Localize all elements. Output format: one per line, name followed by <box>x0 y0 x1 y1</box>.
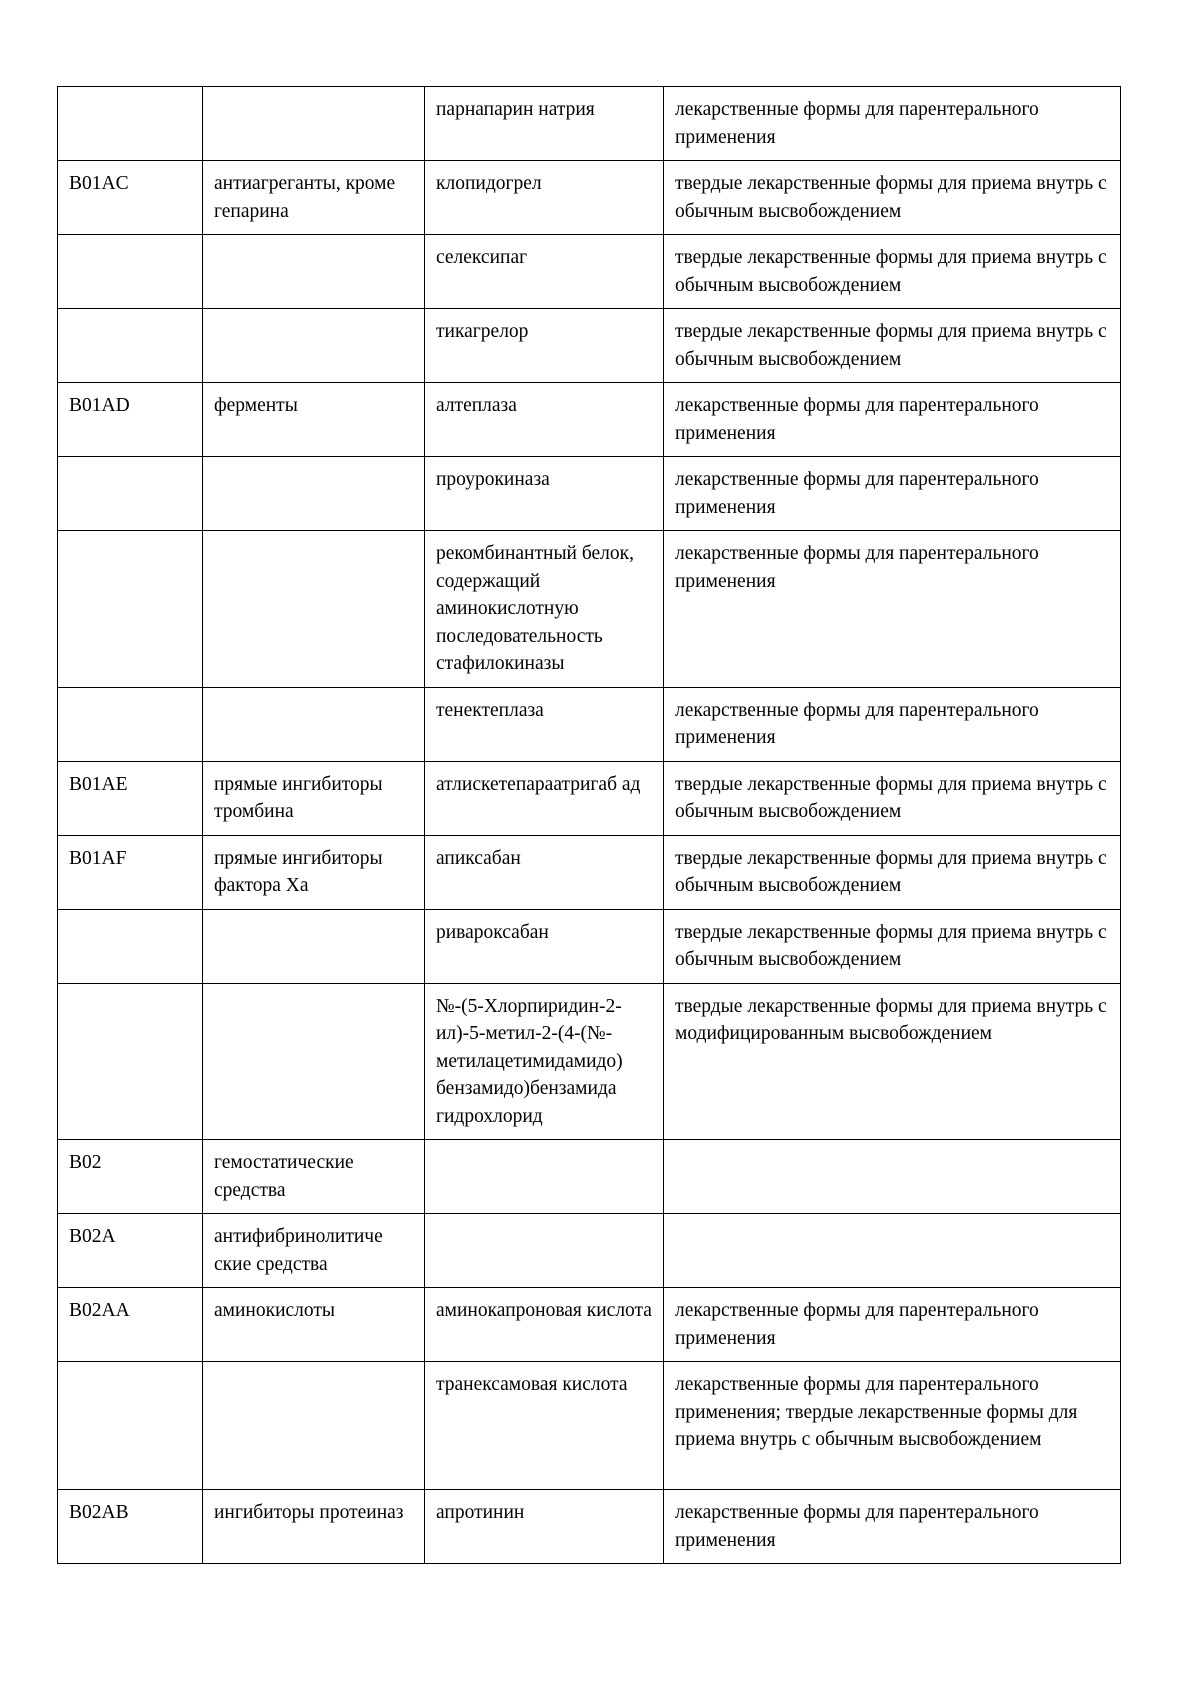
drug-group-cell: аминокислоты <box>203 1288 425 1362</box>
table-row <box>58 835 1121 909</box>
dosage-form-cell: лекарственные формы для парентерального применения <box>664 531 1121 688</box>
dosage-form-cell: твердые лекарственные формы для приема внутрь с обычным высвобождением <box>664 309 1121 383</box>
drug-group-cell <box>203 909 425 983</box>
table-row <box>58 383 1121 457</box>
atc-code-cell <box>58 687 203 761</box>
table-row <box>58 687 1121 761</box>
atc-code-cell <box>58 87 203 161</box>
drug-group-cell: прямые ингибиторы фактора Xa <box>203 835 425 909</box>
atc-code-cell: B01AF <box>58 835 203 909</box>
atc-code-cell: B01AD <box>58 383 203 457</box>
dosage-form-cell: твердые лекарственные формы для приема внутрь с обычным высвобождением <box>664 909 1121 983</box>
atc-code-cell: B02AA <box>58 1288 203 1362</box>
atc-code-cell <box>58 309 203 383</box>
atc-code-cell: B01AC <box>58 161 203 235</box>
drug-group-cell <box>203 235 425 309</box>
dosage-form-cell: твердые лекарственные формы для приема внутрь с обычным высвобождением <box>664 235 1121 309</box>
table-row <box>58 1288 1121 1362</box>
drug-name-cell: атлискетепараатригаб ад <box>425 761 664 835</box>
drug-group-cell: гемостатические средства <box>203 1140 425 1214</box>
drug-name-cell: тенектеплаза <box>425 687 664 761</box>
drug-name-cell: тикагрелор <box>425 309 664 383</box>
dosage-form-cell <box>664 1140 1121 1214</box>
drug-name-cell: алтеплаза <box>425 383 664 457</box>
drug-name-cell <box>425 1214 664 1288</box>
atc-code-cell <box>58 1362 203 1490</box>
table-row <box>58 161 1121 235</box>
dosage-form-cell: лекарственные формы для парентерального применения <box>664 687 1121 761</box>
drug-group-cell <box>203 1362 425 1490</box>
table-row <box>58 1214 1121 1288</box>
drug-name-cell: парнапарин натрия <box>425 87 664 161</box>
dosage-form-cell: лекарственные формы для парентерального применения <box>664 457 1121 531</box>
drug-group-cell <box>203 983 425 1140</box>
drug-group-cell: антифибринолитиче ские средства <box>203 1214 425 1288</box>
drug-name-cell: апиксабан <box>425 835 664 909</box>
drug-group-cell <box>203 457 425 531</box>
dosage-form-cell: твердые лекарственные формы для приема внутрь с обычным высвобождением <box>664 761 1121 835</box>
dosage-form-cell: лекарственные формы для парентерального применения <box>664 87 1121 161</box>
atc-code-cell <box>58 457 203 531</box>
table-row <box>58 87 1121 161</box>
table-row <box>58 235 1121 309</box>
dosage-form-cell <box>664 1214 1121 1288</box>
drug-name-cell: селексипаг <box>425 235 664 309</box>
drug-name-cell: транексамовая кислота <box>425 1362 664 1490</box>
drug-group-cell <box>203 531 425 688</box>
drug-group-cell <box>203 87 425 161</box>
drug-group-cell <box>203 309 425 383</box>
drug-group-cell: антиагреганты, кроме гепарина <box>203 161 425 235</box>
drug-group-cell: ингибиторы протеиназ <box>203 1490 425 1564</box>
document-page <box>57 86 1120 1564</box>
drug-name-cell: рекомбинантный белок, содержащий аминокислотную последовательность стафилокиназы <box>425 531 664 688</box>
dosage-form-cell: твердые лекарственные формы для приема внутрь с обычным высвобождением <box>664 161 1121 235</box>
atc-code-cell <box>58 235 203 309</box>
dosage-form-cell: лекарственные формы для парентерального применения <box>664 1288 1121 1362</box>
drug-classification-table <box>57 86 1121 1564</box>
dosage-form-cell: твердые лекарственные формы для приема внутрь с обычным высвобождением <box>664 835 1121 909</box>
drug-name-cell: ривароксабан <box>425 909 664 983</box>
atc-code-cell: B02 <box>58 1140 203 1214</box>
drug-group-cell: ферменты <box>203 383 425 457</box>
table-row <box>58 983 1121 1140</box>
drug-group-cell <box>203 687 425 761</box>
dosage-form-cell: лекарственные формы для парентерального применения; твердые лекарственные формы для приема внутрь с обычным высвобождением <box>664 1362 1121 1490</box>
drug-name-cell: апротинин <box>425 1490 664 1564</box>
atc-code-cell <box>58 531 203 688</box>
table-row <box>58 309 1121 383</box>
atc-code-cell <box>58 983 203 1140</box>
atc-code-cell: B02A <box>58 1214 203 1288</box>
table-row <box>58 457 1121 531</box>
dosage-form-cell: твердые лекарственные формы для приема внутрь с модифицированным высвобождением <box>664 983 1121 1140</box>
drug-name-cell: аминокапроновая кислота <box>425 1288 664 1362</box>
dosage-form-cell: лекарственные формы для парентерального применения <box>664 383 1121 457</box>
drug-name-cell <box>425 1140 664 1214</box>
table-row <box>58 1140 1121 1214</box>
dosage-form-cell: лекарственные формы для парентерального применения <box>664 1490 1121 1564</box>
drug-name-cell: №-(5-Хлорпиридин-2-ил)-5-метил-2-(4-(№-метилацетимидамидо) бензамидо)бензамида гидрохлорид <box>425 983 664 1140</box>
drug-name-cell: проурокиназа <box>425 457 664 531</box>
table-row <box>58 761 1121 835</box>
drug-group-cell: прямые ингибиторы тромбина <box>203 761 425 835</box>
atc-code-cell <box>58 909 203 983</box>
table-row <box>58 1362 1121 1490</box>
drug-name-cell: клопидогрел <box>425 161 664 235</box>
table-row <box>58 909 1121 983</box>
atc-code-cell: B01AE <box>58 761 203 835</box>
table-row <box>58 531 1121 688</box>
table-row <box>58 1490 1121 1564</box>
atc-code-cell: B02AB <box>58 1490 203 1564</box>
